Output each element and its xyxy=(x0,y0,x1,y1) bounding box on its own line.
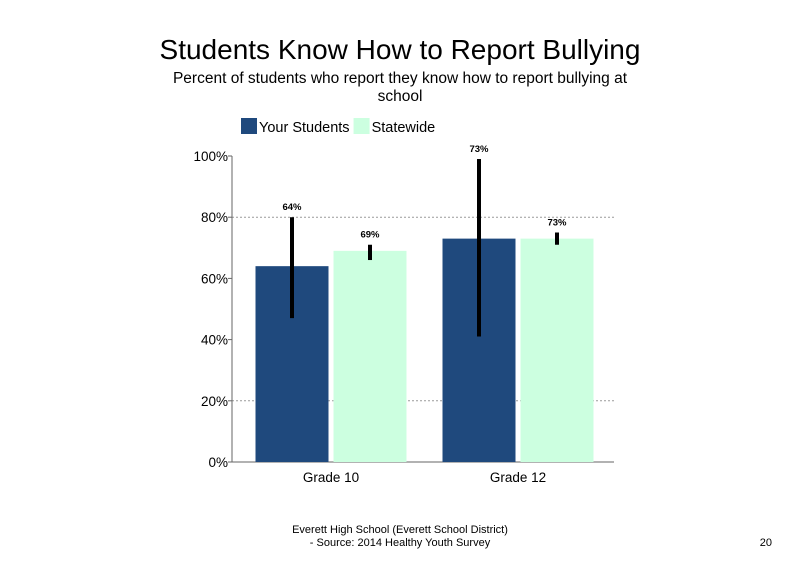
page-number: 20 xyxy=(759,537,772,549)
data-label: 64% xyxy=(282,202,302,214)
legend-swatch xyxy=(354,118,370,134)
y-tick-label: 0% xyxy=(208,455,228,470)
data-label: 73% xyxy=(547,217,567,229)
data-label: 69% xyxy=(360,229,380,241)
legend-label: Your Students xyxy=(259,120,350,136)
x-tick-label: Grade 10 xyxy=(302,470,360,485)
chart-title: Students Know How to Report Bullying xyxy=(159,34,641,65)
y-tick-label: 20% xyxy=(200,393,228,409)
footer-source xyxy=(250,524,550,550)
y-tick-label: 100% xyxy=(193,149,228,164)
x-tick-label: Grade 12 xyxy=(489,470,547,485)
footer-school: Everett High School (Everett School District) xyxy=(292,524,508,536)
footer-survey: - Source: 2014 Healthy Youth Survey xyxy=(309,537,491,549)
chart-subtitle: Percent of students who report they know how to report bullying at school xyxy=(172,70,628,105)
y-tick-label: 80% xyxy=(200,210,228,226)
bar-statewide xyxy=(334,251,407,462)
bar-statewide xyxy=(521,239,594,462)
legend-swatch xyxy=(241,118,257,134)
y-tick-label: 40% xyxy=(200,332,228,348)
y-tick-label: 60% xyxy=(200,271,228,287)
legend-label: Statewide xyxy=(371,120,436,136)
data-label: 73% xyxy=(469,144,489,156)
